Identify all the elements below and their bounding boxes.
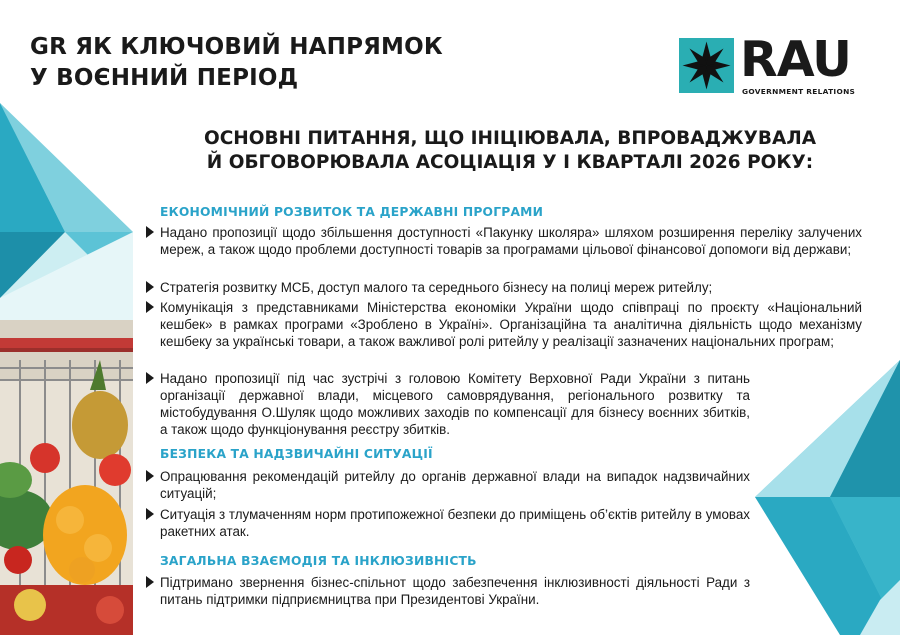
list-item-text: Підтримано звернення бізнес-спільнот щодо забезпечення інклюзивності діяльності Ради з питань підтримки підприємництва при Президентові України. <box>160 575 750 607</box>
page-title <box>30 32 443 94</box>
list-item-text: Стратегія розвитку МСБ, доступ малого та середнього бізнесу на полиці мереж ритейлу; <box>160 280 713 295</box>
grocery-cart-photo <box>0 320 133 635</box>
main-heading <box>185 127 835 175</box>
list-item-text: Надано пропозиції під час зустрічі з головою Комітету Верховної Ради України з питань організації державної влади, місцевого самоврядування, регіонального розвитку та містобудування О.Шуляк щодо можливих заходів по компенсації для бізнесу воєнних збитків, а також щодо функціонування реєстру збитків. <box>160 371 750 437</box>
list-item-text: Комунікація з представниками Міністерства економіки України щодо співпраці по проєкту «Національний кешбек» в рамках програми «Зроблено в Україні». Організаційна та аналітична діяльність щодо механізму кешбеку за українські товари, а також важливої ролі ритейлу у реалізації зазначених національних програм; <box>160 300 862 349</box>
section-title-interaction: ЗАГАЛЬНА ВЗАЄМОДІЯ ТА ІНКЛЮЗИВНІСТЬ <box>160 554 477 568</box>
triangle-bullet-icon <box>146 301 154 313</box>
triangle-bullet-icon <box>146 226 154 238</box>
list-item <box>145 574 750 608</box>
list-item <box>145 370 750 438</box>
list-item <box>145 279 862 296</box>
logo-subtitle: GOVERNMENT RELATIONS <box>742 87 856 96</box>
logo-wordmark: RAU <box>740 31 851 88</box>
list-item-text: Ситуація з тлумаченням норм протипожежної безпеки до приміщень об’єктів ритейлу в умовах ракетних атак. <box>160 507 750 539</box>
main-heading-line-2: Й ОБГОВОРЮВАЛА АСОЦІАЦІЯ У І КВАРТАЛІ 2026 РОКУ: <box>206 152 814 173</box>
list-item <box>145 224 862 258</box>
page-title-line-2: У ВОЄННИЙ ПЕРІОД <box>30 65 299 91</box>
rau-logo <box>679 31 869 98</box>
list-item <box>145 299 862 350</box>
section-title-security: БЕЗПЕКА ТА НАДЗВИЧАЙНІ СИТУАЦІЇ <box>160 447 433 461</box>
triangle-bullet-icon <box>146 470 154 482</box>
triangle-bullet-icon <box>146 372 154 384</box>
triangle-bullet-icon <box>146 281 154 293</box>
page-title-line-1: GR ЯК КЛЮЧОВИЙ НАПРЯМОК <box>30 34 443 60</box>
list-item <box>145 506 750 540</box>
list-item-text: Опрацювання рекомендацій ритейлу до органів державної влади на випадок надзвичайних ситуацій; <box>160 469 750 501</box>
triangle-bullet-icon <box>146 576 154 588</box>
section-title-economic: ЕКОНОМІЧНИЙ РОЗВИТОК ТА ДЕРЖАВНІ ПРОГРАМИ <box>160 205 544 219</box>
triangle-bullet-icon <box>146 508 154 520</box>
logo-star-icon <box>679 38 734 93</box>
list-item <box>145 468 750 502</box>
main-heading-line-1: ОСНОВНІ ПИТАННЯ, ЩО ІНІЦІЮВАЛА, ВПРОВАДЖУВАЛА <box>203 128 817 149</box>
list-item-text: Надано пропозиції щодо збільшення доступності «Пакунку школяра» шляхом розширення переліку залучених мереж, а також щодо проблеми доступності товарів за програмами цільової фінансової допомоги від держави; <box>160 225 862 257</box>
